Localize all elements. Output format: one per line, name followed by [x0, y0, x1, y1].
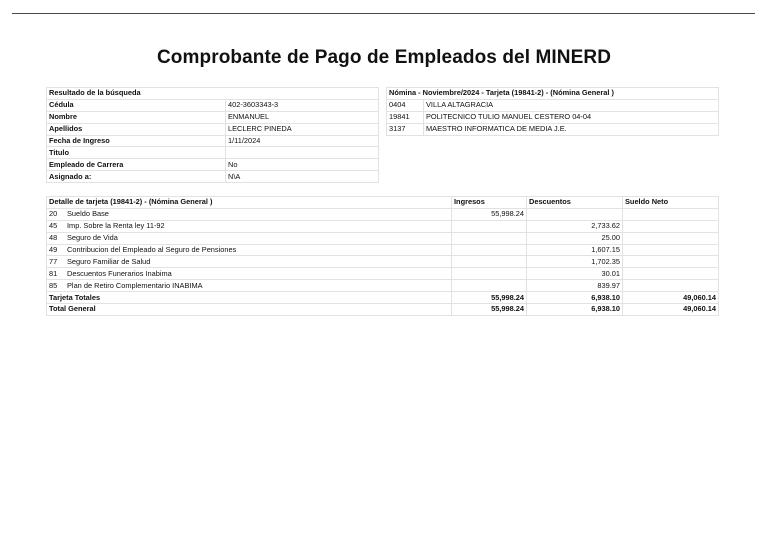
nomina-code: 3137	[387, 123, 424, 135]
ingresos-value	[452, 244, 527, 256]
payment-detail-table	[46, 196, 719, 316]
field-label: Fecha de Ingreso	[47, 135, 226, 147]
nomina-table	[386, 87, 719, 136]
neto-value	[623, 208, 719, 220]
concept-code: 85	[49, 280, 58, 290]
descuentos-header: Descuentos	[527, 197, 623, 209]
ingresos-value	[452, 232, 527, 244]
concept-desc: Seguro Familiar de Salud	[67, 256, 151, 266]
concept-code: 77	[49, 256, 58, 266]
top-divider	[12, 13, 755, 14]
descuentos-value: 1,607.15	[527, 244, 623, 256]
table-row	[47, 268, 719, 280]
neto-total: 49,060.14	[623, 304, 719, 316]
nomina-header: Nómina - Noviembre/2024 - Tarjeta (19841-2) - (Nómina General )	[387, 88, 719, 100]
ingresos-value: 55,998.24	[452, 208, 527, 220]
concept-code: 20	[49, 209, 58, 219]
field-value: LECLERC PINEDA	[226, 123, 379, 135]
ingresos-value	[452, 268, 527, 280]
descuentos-value: 30.01	[527, 268, 623, 280]
concept-desc: Plan de Retiro Complementario INABIMA	[67, 280, 203, 290]
table-row	[47, 159, 379, 171]
neto-value	[623, 256, 719, 268]
concept-desc: Contribucion del Empleado al Seguro de Pensiones	[67, 245, 237, 254]
field-label: Nombre	[47, 111, 226, 123]
totals-label: Tarjeta Totales	[47, 292, 452, 304]
descuentos-value	[527, 208, 623, 220]
concept-desc: Sueldo Base	[67, 209, 109, 219]
descuentos-value: 25.00	[527, 232, 623, 244]
ingresos-value	[452, 220, 527, 232]
field-label: Cédula	[47, 99, 226, 111]
detail-header: Detalle de tarjeta (19841-2) - (Nómina General )	[47, 197, 452, 209]
sueldo-neto-header: Sueldo Neto	[623, 197, 719, 209]
table-row	[47, 135, 379, 147]
descuentos-total: 6,938.10	[527, 304, 623, 316]
detail-header-row	[47, 197, 719, 209]
table-row	[47, 171, 379, 183]
field-value: No	[226, 159, 379, 171]
ingresos-value	[452, 256, 527, 268]
grand-total-row	[47, 304, 719, 316]
table-row	[47, 256, 719, 268]
nomina-name: MAESTRO INFORMATICA DE MEDIA J.E.	[424, 123, 719, 135]
table-row	[47, 244, 719, 256]
field-label: Titulo	[47, 147, 226, 159]
search-result-header: Resultado de la búsqueda	[47, 88, 379, 100]
concept-code: 45	[49, 221, 58, 231]
table-row	[387, 99, 719, 111]
concept-desc: Seguro de Vida	[67, 233, 118, 243]
descuentos-value: 1,702.35	[527, 256, 623, 268]
descuentos-value: 839.97	[527, 280, 623, 292]
neto-value	[623, 280, 719, 292]
nomina-name: POLITECNICO TULIO MANUEL CESTERO 04-04	[424, 111, 719, 123]
table-row	[47, 280, 719, 292]
nomina-name: VILLA ALTAGRACIA	[424, 99, 719, 111]
tarjeta-totals-row	[47, 292, 719, 304]
ingresos-total: 55,998.24	[452, 292, 527, 304]
search-result-table	[46, 87, 379, 183]
descuentos-total: 6,938.10	[527, 292, 623, 304]
field-value: ENMANUEL	[226, 111, 379, 123]
table-row	[47, 99, 379, 111]
table-row	[47, 123, 379, 135]
descuentos-value: 2,733.62	[527, 220, 623, 232]
table-row	[47, 232, 719, 244]
neto-value	[623, 232, 719, 244]
neto-value	[623, 268, 719, 280]
totals-label: Total General	[47, 304, 452, 316]
ingresos-header: Ingresos	[452, 197, 527, 209]
table-row	[387, 123, 719, 135]
neto-value	[623, 220, 719, 232]
page-title: Comprobante de Pago de Empleados del MINERD	[156, 47, 612, 68]
neto-total: 49,060.14	[623, 292, 719, 304]
nomina-code: 19841	[387, 111, 424, 123]
nomina-code: 0404	[387, 99, 424, 111]
table-row	[387, 111, 719, 123]
concept-code: 49	[49, 245, 58, 254]
field-value: 1/11/2024	[226, 135, 379, 147]
table-row	[47, 220, 719, 232]
field-label: Asignado a:	[47, 171, 226, 183]
concept-desc: Imp. Sobre la Renta ley 11-92	[67, 221, 165, 231]
field-label: Empleado de Carrera	[47, 159, 226, 171]
field-value: 402-3603343-3	[226, 99, 379, 111]
neto-value	[623, 244, 719, 256]
concept-code: 81	[49, 268, 58, 278]
field-value	[226, 147, 379, 159]
table-row	[47, 208, 719, 220]
field-label: Apellidos	[47, 123, 226, 135]
concept-code: 48	[49, 233, 58, 243]
table-row	[47, 147, 379, 159]
table-row	[47, 111, 379, 123]
ingresos-value	[452, 280, 527, 292]
concept-desc: Descuentos Funerarios Inabima	[67, 268, 172, 278]
ingresos-total: 55,998.24	[452, 304, 527, 316]
field-value: N\A	[226, 171, 379, 183]
